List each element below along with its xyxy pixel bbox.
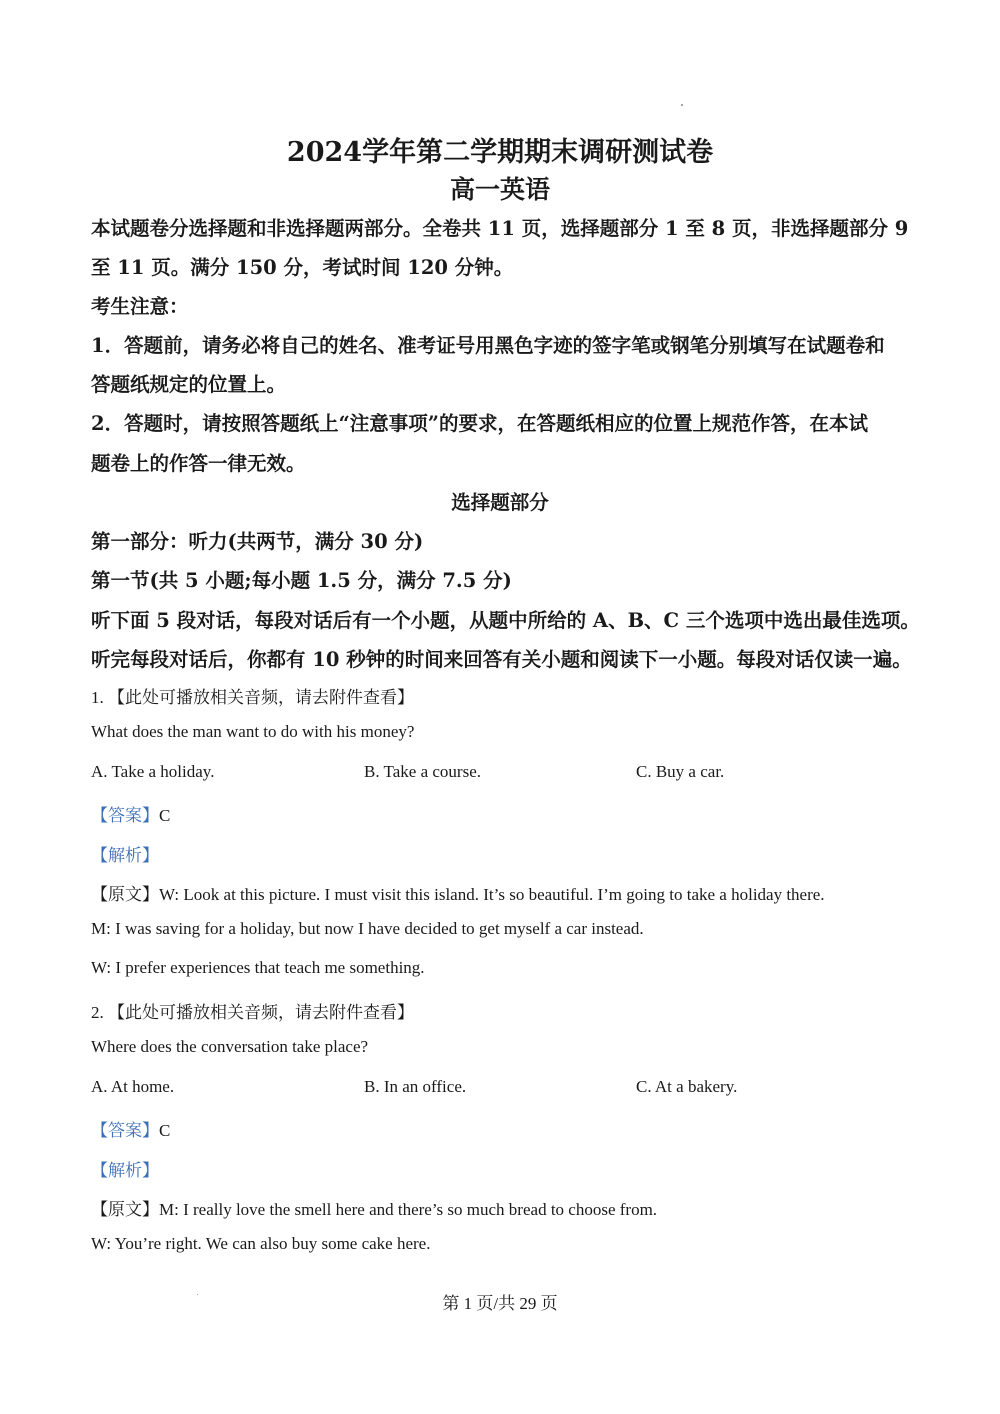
question-2-answer bbox=[91, 1116, 170, 1141]
question-1-option-b: B. Take a course. bbox=[364, 762, 481, 781]
answer-label: 【答案】 bbox=[91, 1121, 159, 1140]
question-number: 1. bbox=[91, 688, 104, 707]
transcript-label: 【原文】 bbox=[91, 885, 159, 904]
question-1-header bbox=[91, 683, 414, 708]
transcript-text: M: I really love the smell here and there’s so much bread to choose from. bbox=[159, 1200, 658, 1219]
section-heading: 选择题部分 bbox=[451, 491, 549, 514]
question-2-header bbox=[91, 998, 414, 1023]
question-2-transcript-line-2: W: You’re right. We can also buy some cake here. bbox=[91, 1234, 431, 1253]
subsection-1-heading: 第一节(共 5 小题;每小题 1.5 分，满分 7.5 分) bbox=[91, 569, 512, 592]
question-2-option-b: B. In an office. bbox=[364, 1077, 467, 1096]
question-1-transcript-line-3: W: I prefer experiences that teach me something. bbox=[91, 958, 425, 977]
notice-2-line-1: 2．答题时，请按照答题纸上“注意事项”的要求，在答题纸相应的位置上规范作答，在本试 bbox=[91, 412, 869, 435]
question-1-answer bbox=[91, 801, 170, 826]
question-2-analysis-label: 【解析】 bbox=[91, 1161, 159, 1180]
question-1-transcript-line-2: M: I was saving for a holiday, but now I have decided to get myself a car instead. bbox=[91, 919, 644, 938]
exam-title: 2024学年第二学期期末调研测试卷 bbox=[286, 137, 714, 168]
audio-note: 【此处可播放相关音频，请去附件查看】 bbox=[108, 688, 414, 707]
notice-1-line-2: 答题纸规定的位置上。 bbox=[91, 373, 287, 396]
scan-speck bbox=[681, 104, 683, 106]
answer-value: C bbox=[159, 1121, 171, 1140]
answer-label: 【答案】 bbox=[91, 806, 159, 825]
notice-1-line-1: 1．答题前，请务必将自己的姓名、准考证号用黑色字迹的签字笔或钢笔分别填写在试题卷和 bbox=[91, 334, 885, 357]
question-1-text: What does the man want to do with his money? bbox=[91, 722, 415, 741]
question-2-text: Where does the conversation take place? bbox=[91, 1037, 369, 1056]
part-1-heading: 第一部分：听力(共两节，满分 30 分) bbox=[91, 530, 424, 553]
notice-2-line-2: 题卷上的作答一律无效。 bbox=[91, 452, 306, 475]
question-2-transcript-line-1 bbox=[91, 1195, 657, 1220]
audio-note: 【此处可播放相关音频，请去附件查看】 bbox=[108, 1003, 414, 1022]
page-footer: 第 1 页/共 29 页 bbox=[442, 1294, 558, 1313]
intro-line-1: 本试题卷分选择题和非选择题两部分。全卷共 11 页，选择题部分 1 至 8 页，非选择题部分 9 bbox=[91, 217, 909, 240]
question-1-option-c: C. Buy a car. bbox=[636, 762, 725, 781]
instructions-line-2: 听完每段对话后，你都有 10 秒钟的时间来回答有关小题和阅读下一小题。每段对话仅读一遍。 bbox=[91, 648, 912, 671]
question-1-transcript-line-1 bbox=[91, 880, 825, 905]
answer-value: C bbox=[159, 806, 171, 825]
transcript-label: 【原文】 bbox=[91, 1200, 159, 1219]
notice-heading: 考生注意： bbox=[91, 295, 189, 318]
question-1-analysis-label: 【解析】 bbox=[91, 846, 159, 865]
transcript-text: W: Look at this picture. I must visit this island. It’s so beautiful. I’m going to take a holiday there. bbox=[159, 885, 825, 904]
instructions-line-1: 听下面 5 段对话，每段对话后有一个小题，从题中所给的 A、B、C 三个选项中选出最佳选项。 bbox=[91, 609, 920, 632]
exam-subject: 高一英语 bbox=[449, 175, 550, 204]
question-number: 2. bbox=[91, 1003, 104, 1022]
question-2-option-a: A. At home. bbox=[91, 1077, 175, 1096]
intro-line-2: 至 11 页。满分 150 分，考试时间 120 分钟。 bbox=[91, 256, 514, 279]
question-2-option-c: C. At a bakery. bbox=[636, 1077, 738, 1096]
question-1-option-a: A. Take a holiday. bbox=[91, 762, 215, 781]
